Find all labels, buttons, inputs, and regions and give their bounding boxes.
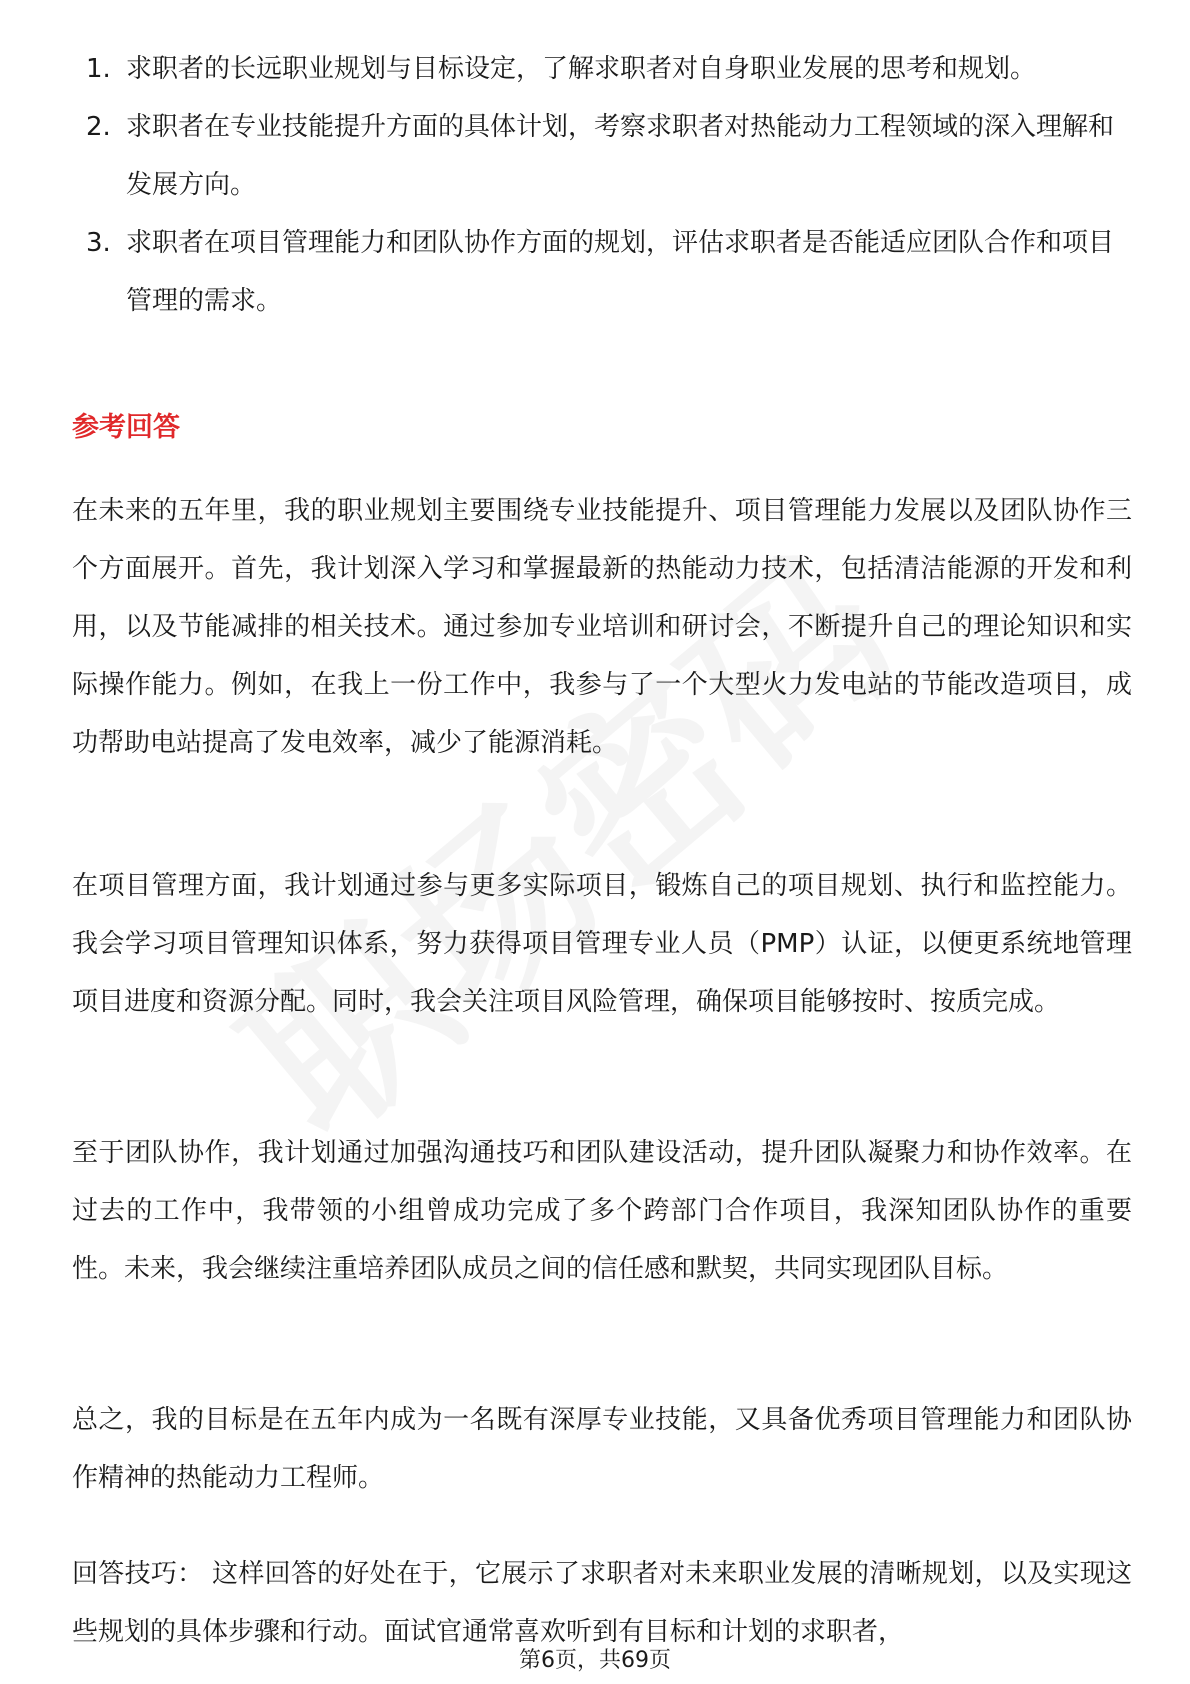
answer-paragraph: 总之，我的目标是在五年内成为一名既有深厚专业技能，又具备优秀项目管理能力和团队协作精神的热能动力工程师。 — [72, 1405, 1132, 1493]
list-item-number: 3. — [86, 228, 111, 258]
list-item-text: 求职者的长远职业规划与目标设定，了解求职者对自身职业发展的思考和规划。 — [126, 54, 1037, 84]
list-item-text: 求职者在项目管理能力和团队协作方面的规划，评估求职者是否能适应团队合作和项目管理的需求。 — [126, 228, 1115, 316]
question-points-list — [72, 40, 1132, 330]
answer-paragraph: 至于团队协作，我计划通过加强沟通技巧和团队建设活动，提升团队凝聚力和协作效率。在过去的工作中，我带领的小组曾成功完成了多个跨部门合作项目，我深知团队协作的重要性。未来，我会继续注重培养团队成员之间的信任感和默契，共同实现团队目标。 — [72, 1138, 1132, 1284]
list-item — [72, 214, 1132, 330]
list-item-number: 2. — [86, 112, 111, 142]
reference-answer-heading: 参考回答 — [72, 412, 180, 443]
answer-paragraph: 在未来的五年里，我的职业规划主要围绕专业技能提升、项目管理能力发展以及团队协作三个方面展开。首先，我计划深入学习和掌握最新的热能动力技术，包括清洁能源的开发和利用，以及节能减排的相关技术。通过参加专业培训和研讨会，不断提升自己的理论知识和实际操作能力。例如，在我上一份工作中，我参与了一个大型火力发电站的节能改造项目，成功帮助电站提高了发电效率，减少了能源消耗。 — [72, 496, 1132, 758]
answer-tips-paragraph: 回答技巧： 这样回答的好处在于，它展示了求职者对未来职业发展的清晰规划，以及实现这些规划的具体步骤和行动。面试官通常喜欢听到有目标和计划的求职者， — [72, 1559, 1132, 1647]
list-item — [72, 40, 1132, 98]
page-number-footer: 第6页，共69页 — [519, 1648, 671, 1673]
list-item-number: 1. — [86, 54, 111, 84]
list-item — [72, 98, 1132, 214]
answer-paragraph: 在项目管理方面，我计划通过参与更多实际项目，锻炼自己的项目规划、执行和监控能力。我会学习项目管理知识体系，努力获得项目管理专业人员（PMP）认证，以便更系统地管理项目进度和资源分配。同时，我会关注项目风险管理，确保项目能够按时、按质完成。 — [72, 871, 1132, 1017]
list-item-text: 求职者在专业技能提升方面的具体计划，考察求职者对热能动力工程领域的深入理解和发展方向。 — [126, 112, 1115, 200]
